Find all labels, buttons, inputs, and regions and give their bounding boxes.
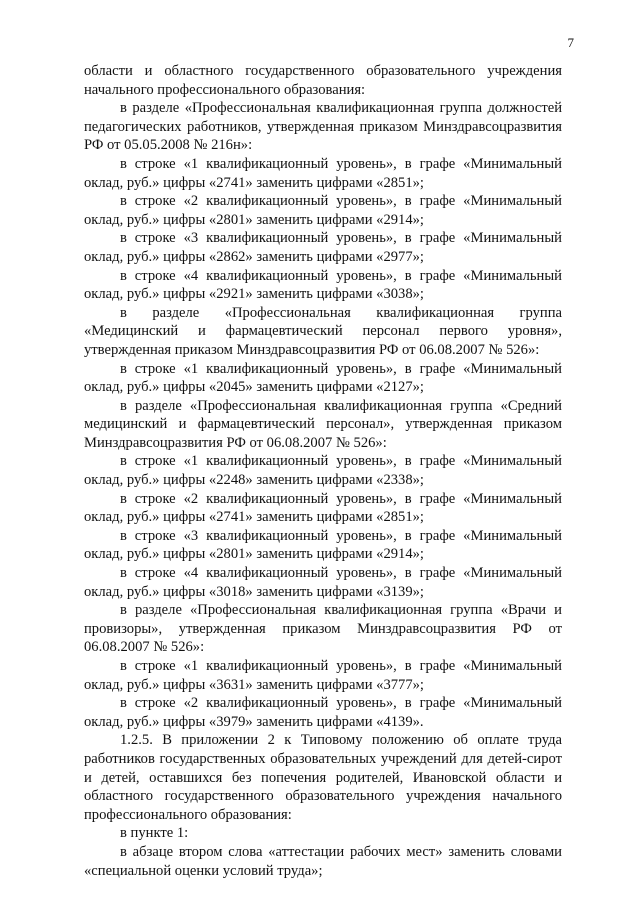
paragraph-section-medical-first-level: в разделе «Профессиональная квалификационная группа «Медицинский и фармацевтический персонал первого уровня», утвержденная приказом Минздравсоцразвития РФ от 06.08.2007 № 526»: — [84, 304, 562, 358]
paragraph-section-medical-middle: в разделе «Профессиональная квалификационная группа «Средний медицинский и фармацевтический персонал», утвержденная приказом Минздравсоцразвития РФ от 06.08.2007 № 526»: — [84, 397, 562, 451]
paragraph-level-1: в строке «1 квалификационный уровень», в графе «Минимальный оклад, руб.» цифры «2045» заменить цифрами «2127»; — [84, 360, 562, 396]
paragraph-second-indent: в абзаце втором слова «аттестации рабочих мест» заменить словами «специальной оценки условий труда»; — [84, 843, 562, 879]
paragraph-level-1: в строке «1 квалификационный уровень», в графе «Минимальный оклад, руб.» цифры «2741» заменить цифрами «2851»; — [84, 155, 562, 191]
paragraph-level-2: в строке «2 квалификационный уровень», в графе «Минимальный оклад, руб.» цифры «3979» заменить цифрами «4139». — [84, 695, 562, 730]
paragraph-clause-1-2-5: 1.2.5. В приложении 2 к Типовому положению об оплате труда работников государственных образовательных учреждений для детей-сирот и детей, оставшихся без попечения родителей, Ивановской области и областного государственного образовательного учреждения начального профессионального образования: — [84, 732, 562, 823]
document-body — [84, 62, 562, 880]
paragraph-section-pedagogical: в разделе «Профессиональная квалификационная группа должностей педагогических работников, утвержденная приказом Минздравсоцразвития РФ от 05.05.2008 № 216н»: — [84, 100, 562, 154]
paragraph-level-4: в строке «4 квалификационный уровень», в графе «Минимальный оклад, руб.» цифры «2921» заменить цифрами «3038»; — [84, 267, 562, 303]
paragraph-level-1: в строке «1 квалификационный уровень», в графе «Минимальный оклад, руб.» цифры «3631» заменить цифрами «3777»; — [84, 658, 562, 693]
paragraph-level-1: в строке «1 квалификационный уровень», в графе «Минимальный оклад, руб.» цифры «2248» заменить цифрами «2338»; — [84, 453, 562, 489]
paragraph-level-3: в строке «3 квалификационный уровень», в графе «Минимальный оклад, руб.» цифры «2801» заменить цифрами «2914»; — [84, 527, 562, 563]
paragraph-level-2: в строке «2 квалификационный уровень», в графе «Минимальный оклад, руб.» цифры «2801» заменить цифрами «2914»; — [84, 193, 562, 228]
paragraph-level-2: в строке «2 квалификационный уровень», в графе «Минимальный оклад, руб.» цифры «2741» заменить цифрами «2851»; — [84, 490, 562, 526]
paragraph-level-4: в строке «4 квалификационный уровень», в графе «Минимальный оклад, руб.» цифры «3018» заменить цифрами «3139»; — [84, 565, 562, 600]
page-number: 7 — [567, 35, 574, 50]
paragraph-level-3: в строке «3 квалификационный уровень», в графе «Минимальный оклад, руб.» цифры «2862» заменить цифрами «2977»; — [84, 230, 562, 265]
paragraph-item-1: в пункте 1: — [120, 825, 189, 842]
paragraph-continuation: области и областного государственного образовательного учреждения начального профессионального образования: — [84, 63, 562, 98]
paragraph-section-doctors: в разделе «Профессиональная квалификационная группа «Врачи и провизоры», утвержденная приказом Минздравсоцразвития РФ от 06.08.2007 № 526»: — [84, 602, 562, 656]
